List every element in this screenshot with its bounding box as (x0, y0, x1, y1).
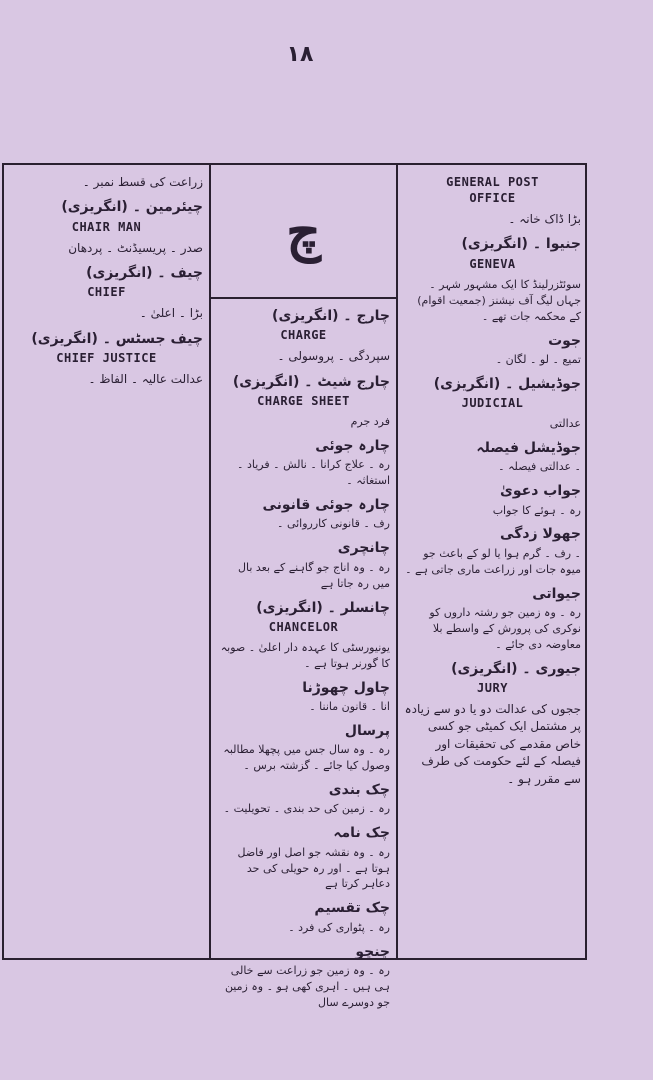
entry-line: عدالتی (549, 417, 581, 431)
entry-headword: چارج شیٹ ۔ (انگریزی) (232, 373, 390, 390)
entry (217, 372, 390, 408)
entry-line: یونیورسٹی کا عہدہ دار اعلیٰ ۔ صوبہ کا گورنر ہوتا ہے ۔ (220, 640, 390, 670)
entry (10, 305, 203, 322)
entry-headword: چارہ جوئی قانونی (262, 497, 390, 514)
entry (217, 436, 390, 489)
entry-line: سوئٹزرلینڈ کا ایک مشہور شہر ۔ جہاں لیگ آف نیشنز (جمعیت اقوام) کے محکمہ جات تھے ۔ (417, 277, 581, 323)
entry-english: CHIEF JUSTICE (56, 351, 157, 366)
middle-column-body (211, 299, 396, 1023)
entry-line: رہ ۔ وہ سال جس میں پچھلا مطالبہ وصول کیا جائے ۔ گزشتہ برس ۔ (223, 743, 390, 773)
entry-line: صدر ۔ پریسیڈنٹ ۔ پردھان (68, 240, 203, 255)
entry (10, 329, 203, 365)
entry-line: فرد جرم (350, 414, 390, 428)
entry-line: رف ۔ قانونی کارروائی ۔ (277, 517, 390, 531)
entry-english: CHAIR MAN (71, 219, 142, 234)
entry-line: رہ ۔ علاج کرانا ۔ نالش ۔ فریاد ۔ استغاثہ ۔ (237, 458, 390, 488)
entry (10, 197, 203, 233)
entry (404, 481, 581, 518)
entry (217, 942, 390, 1011)
entry (404, 524, 581, 577)
entry-headword: چک نامہ (333, 825, 390, 842)
entry-line: زراعت کی قسط نمبر ۔ (82, 175, 203, 189)
entry (217, 538, 390, 591)
entry-headword: چاول چھوڑنا (302, 679, 390, 696)
entry-line: بڑا ڈاک خانہ ۔ (508, 212, 581, 226)
entry (404, 659, 581, 695)
entry-headword: چانچری (337, 540, 390, 557)
entry (404, 331, 581, 368)
entry-headword: جواب دعویٰ (500, 483, 581, 500)
entry (404, 374, 581, 410)
entry (404, 234, 581, 270)
entry (217, 598, 390, 634)
entry (404, 438, 581, 475)
entry (404, 584, 581, 653)
entry (217, 414, 390, 430)
entry-headword: چیف ۔ (انگریزی) (86, 265, 203, 282)
entry-line: بڑا ۔ اعلیٰ ۔ (139, 306, 203, 321)
entry-headword: جنیوا ۔ (انگریزی) (461, 236, 581, 253)
entry-headword: پرسال (344, 722, 390, 739)
entry (217, 306, 390, 342)
entry (404, 416, 581, 432)
section-letter-box (211, 165, 396, 299)
middle-column (211, 165, 396, 1009)
entry-headword: جوت (548, 332, 581, 349)
entry (10, 371, 203, 388)
entry-headword: جیوری ۔ (انگریزی) (451, 660, 581, 677)
entry-english: JURY (477, 681, 508, 696)
entry (217, 495, 390, 532)
entry-headword: چارج ۔ (انگریزی) (272, 308, 390, 324)
entry (404, 175, 581, 205)
entry (217, 640, 390, 672)
right-column (398, 165, 587, 958)
entry-headword: جیواتی (532, 585, 581, 602)
entry-headword: جوڈیشل فیصلہ (476, 439, 581, 456)
entry (217, 721, 390, 774)
entry-headword: جوڈیشیل ۔ (انگریزی) (433, 375, 581, 392)
entry-english: GENERAL POST (446, 175, 539, 189)
entry-english: CHIEF (87, 285, 126, 300)
entry-english: CHARGE SHEET (257, 393, 350, 408)
entry (217, 823, 390, 892)
entry (10, 263, 203, 299)
entry-headword: چک بندی (328, 782, 390, 799)
entry (217, 780, 390, 817)
entry-headword: چک تقسیم (314, 900, 390, 917)
entry (217, 348, 390, 365)
entry-line: رہ ۔ وہ نقشہ جو اصل اور فاضل ہوتا ہے ۔ اور رہ حویلی کی حد دعاہر کرتا ہے (237, 845, 390, 891)
entry-line: عدالت عالیہ ۔ الفاظ ۔ (88, 372, 203, 387)
entry-english: JUDICIAL (461, 396, 524, 411)
section-letter: چ (286, 199, 321, 263)
entry-line: تمیع ۔ لو ۔ لگان ۔ (495, 352, 581, 366)
entry-line: سپردگی ۔ پروسولی ۔ (277, 349, 390, 364)
left-column (4, 165, 209, 958)
entry-line: رہ ۔ پٹواری کی فرد ۔ (288, 920, 390, 934)
entry-line: انا ۔ قانون ماننا ۔ (309, 699, 390, 713)
entry-line: رہ ۔ وہ زمین جو زراعت سے خالی ہی ہیں ۔ اہری کھی ہو ۔ وہ زمین جو دوسرے سال (224, 963, 390, 1009)
entry-english: CHANCELOR (268, 619, 339, 634)
entry-headword: چنچو (355, 943, 390, 960)
entry (404, 277, 581, 325)
entry-headword: چارہ جوئی (315, 437, 390, 454)
entry-line: ججوں کی عدالت دو یا دو سے زیادہ پر مشتمل ایک کمیٹی جو کسی خاص مقدمے کی تحقیقات اور فیصلہ کے لئے حکومت کی طرف سے مقرر ہو ۔ (404, 702, 581, 786)
entry-line: رہ ۔ زمین کی حد بندی ۔ تحویلیت ۔ (223, 802, 390, 816)
entry (10, 240, 203, 257)
entry (10, 174, 203, 191)
entry-headword: جھولا زدگی (500, 526, 581, 543)
page-number: ۱۸ (286, 42, 314, 67)
entry-english: GENEVA (469, 256, 516, 271)
entry (217, 678, 390, 715)
entry-line: رہ ۔ وہ اناج جو گاہنے کے بعد بال میں رہ جاتا ہے (237, 560, 390, 590)
entry-line: رہ ۔ ہوئے کا جواب (492, 503, 581, 517)
entry-english: CHARGE (280, 328, 327, 343)
entry (404, 211, 581, 228)
dictionary-table (2, 163, 587, 1009)
entry-english: OFFICE (469, 191, 516, 205)
entry-headword: چیئرمین ۔ (انگریزی) (61, 199, 203, 216)
entry-line: رہ ۔ وہ زمین جو رشتہ داروں کو نوکری کی پرورش کے واسطے بلا معاوضہ دی جائے ۔ (429, 605, 581, 651)
entry (217, 898, 390, 935)
entry (404, 701, 581, 788)
entry-headword: چیف جسٹس ۔ (انگریزی) (31, 330, 203, 347)
entry-headword: چانسلر ۔ (انگریزی) (256, 599, 390, 616)
entry-line: ۔ عدالتی فیصلہ ۔ (498, 460, 581, 474)
entry-line: ۔ رف ۔ گرم ہوا یا لو کے باعث جو میوہ جات اور زراعت ماری جاتی ہے ۔ (405, 546, 581, 576)
